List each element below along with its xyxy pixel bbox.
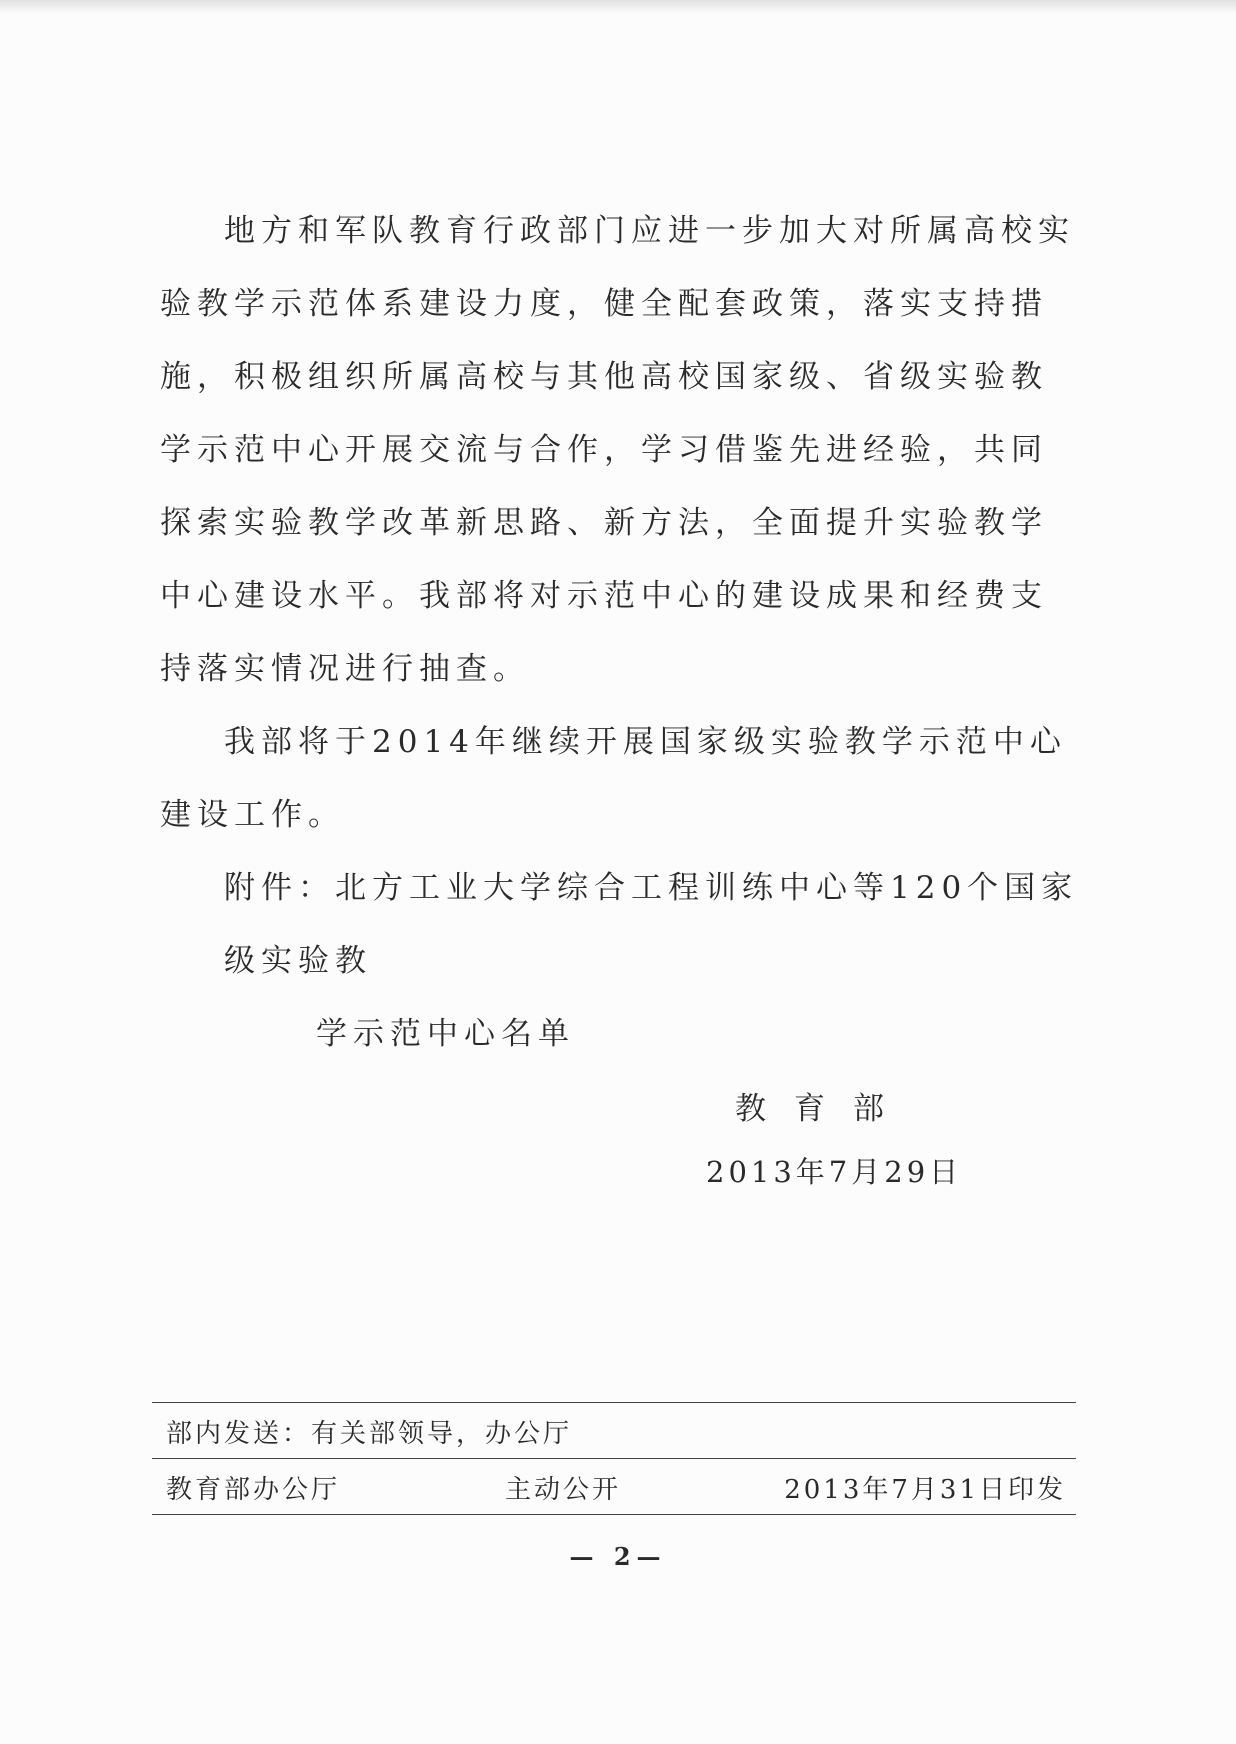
attachment-line-2: 学示范中心名单 <box>316 1016 575 1052</box>
paragraph-support-measures: 地方和军队教育行政部门应进一步加大对所属高校实验教学示范体系建设力度，健全配套政策，落实支持措施，积极组织所属高校与其他高校国家级、省级实验教学示范中心开展交流与合作，学习借鉴先进经验，共同探索实验教学改革新思路、新方法，全面提升实验教学中心建设水平。我部将对示范中心的建设成果和经费支持落实情况进行抽查。 <box>160 213 1075 687</box>
attachment-note <box>160 852 1084 1071</box>
footer-cc-row <box>152 1403 1076 1458</box>
footer-rule-bottom <box>152 1514 1076 1515</box>
document-footer <box>152 1402 1076 1515</box>
internal-distribution: 部内发送：有关部领导，办公厅 <box>166 1419 573 1449</box>
body-text <box>160 195 1084 1071</box>
print-date: 2013年7月31日印发 <box>784 1475 1066 1505</box>
signature-date: 2013年7月29日 <box>706 1155 963 1189</box>
scan-edge-shadow <box>0 0 1236 14</box>
issuing-office: 教育部办公厅 <box>166 1475 341 1505</box>
signature-organization: 教育部 <box>735 1091 912 1127</box>
paragraph-2014-plan: 我部将于2014年继续开展国家级实验教学示范中心建设工作。 <box>160 724 1067 833</box>
page-number: — 2— <box>569 1542 667 1571</box>
footer-issue-row <box>152 1459 1076 1514</box>
disclosure-status: 主动公开 <box>505 1475 622 1505</box>
attachment-line-1: 附件：北方工业大学综合工程训练中心等120个国家级实验教 <box>224 870 1079 979</box>
